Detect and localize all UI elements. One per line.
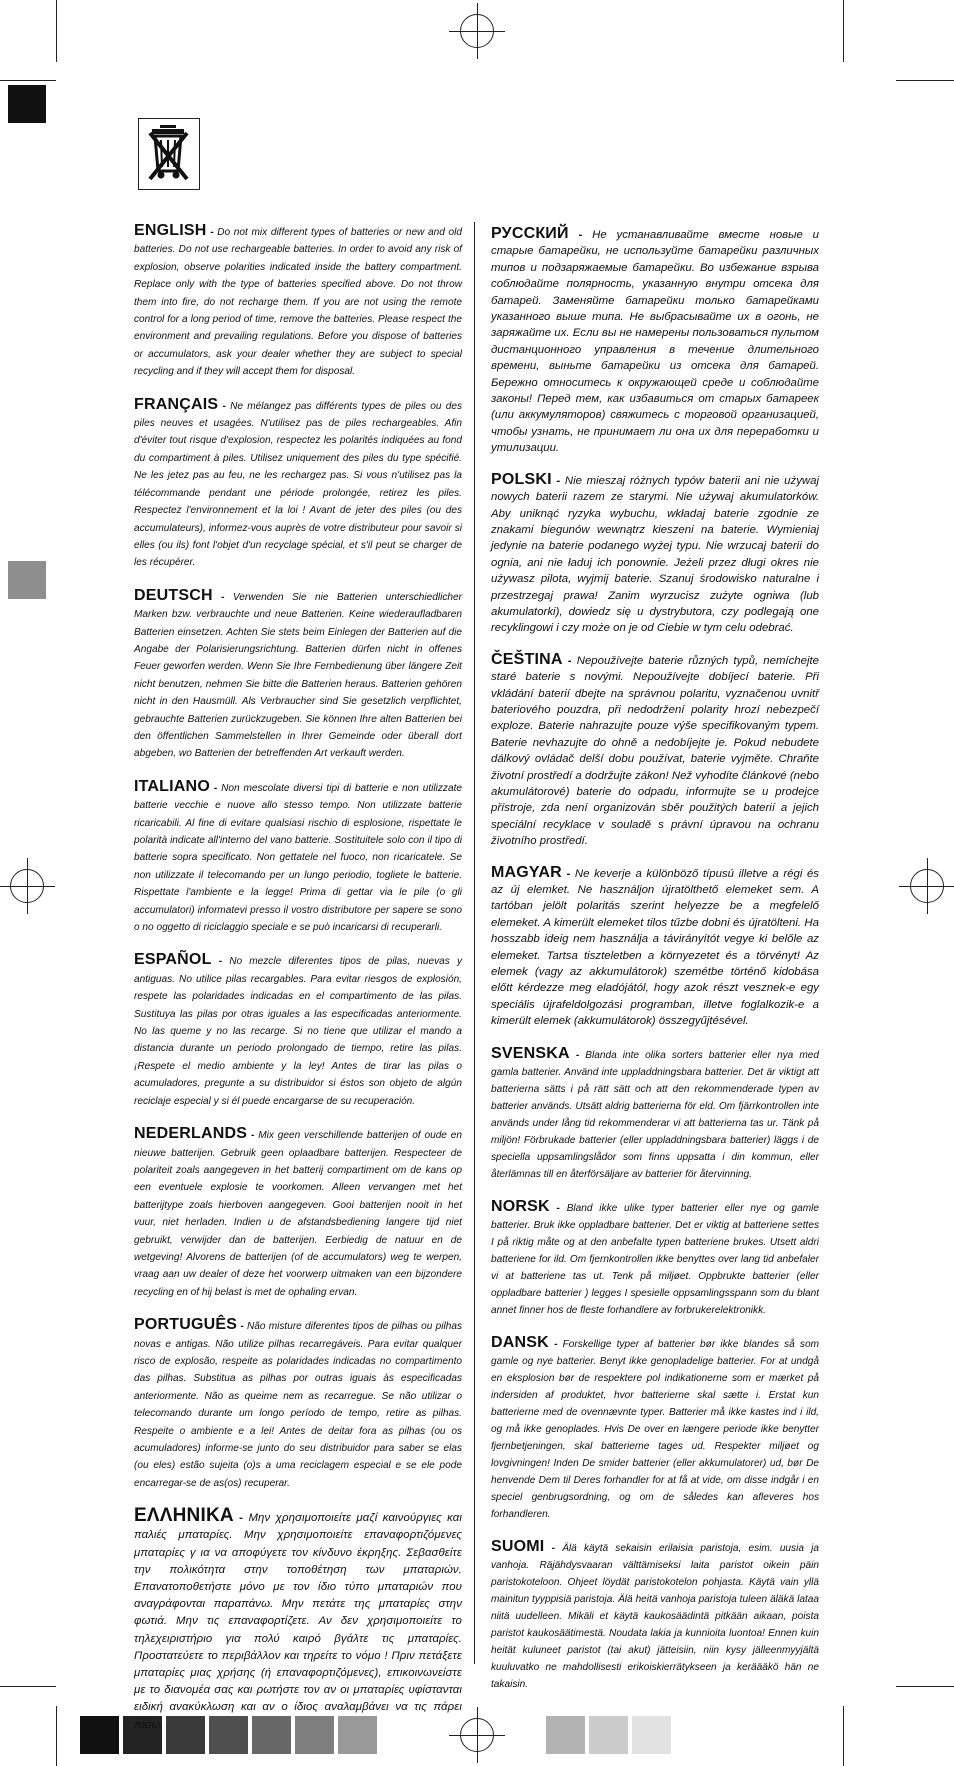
language-section: РУССКИЙ - Не устанавливайте вместе новые и старые батарейки, не используйте батарейки различных типов и подзаряжаемые батарейки. Во избежание взрыва соблюдайте полярность, указанную внутри отсека для батарей. Заменяйте батарейки только батарейками указанного выше типа. Не выбрасывайте их в огонь, не заряжайте их. Если вы не намерены пользоваться пультом дистанционного управления в течение длительного времени, выньте батарейки из отсека для батарей. Бережно относитесь к окружающей среде и соблюдайте законы! Перед тем, как избавиться от старых батареек (или аккумуляторов) свяжитесь с торговой организацией, чтобы узнать, не принимает ли она их для переработки и утилизации. [491,225,819,455]
color-swatch [632,1716,671,1754]
color-swatch [546,1716,585,1754]
language-section: ΕΛΛΗΝΙΚΑ - Μην χρησιμοποιείτε μαζί καινούργιες και παλιές μπαταρίες. Μην χρησιμοποιείτε επαναφορτιζόμενες μπαταρίες γ ια να αποφύγετε τον κίνδυνο έκρηξης. Σεβασθείτε την πολικότητα στην τοποθέτηση των μπαταριών. Επανατοποθετήστε μόνο με τον ίδιο τύπο μπαταριών που αναγράφονται παραπάνω. Μην πετάτε της μπαταρίες στην φωτιά. Μην τις επαναφορτίζετε. Αν δεν χρησιμοποιείτε το τηλεχειριστήριο για πολύ καιρό βγάλτε τις μπαταρίες. Προστατεύετε το περιβάλλον και τηρείτε το νόμο ! Πριν πετάξετε μπαταρίες μιας χρήσης (ή επαναφορτιζόμενες), επικοινωνείστε με το διανομέα σας και ρωτήστε τον αν οι μπαταρίες υφίστανται ειδική ανακύκλωση και αν ο ίδιος αναλαμβάνει να τις πάρει πίσω. [134,1505,462,1731]
battery-warning-text: Verwenden Sie nie Batterien unterschiedlicher Marken bzw. verbrauchte und neue Batterien. Keine wiederaufladbaren Batterien einsetzen. Achten Sie stets beim Einlegen der Batterien auf die Angabe der Polarisierungsrichtung. Batterien dürfen nicht in offenes Feuer geworfen werden. Wenn Sie Ihre Fernbedienung über längere Zeit nicht benutzen, nehmen Sie bitte die Batterien heraus. Batterien gehören nicht in den Hausmüll. Als Verbraucher sind Sie gesetzlich verpflichtet, gebrauchte Batterien zurückzugeben. Sie können Ihre alten Batterien bei den öffentlichen Sammelstellen in Ihrer Gemeinde oder überall dort abgeben, wo Batterien der betreffenden Art verkauft werden. [134,591,462,760]
language-section: DEUTSCH - Verwenden Sie nie Batterien unterschiedlicher Marken bzw. verbrauchte und neue Batterien. Keine wiederaufladbaren Batterien einsetzen. Achten Sie stets beim Einlegen der Batterien auf die Angabe der Polarisierungsrichtung. Batterien dürfen nicht in offenes Feuer geworfen werden. Wenn Sie Ihre Fernbedienung über längere Zeit nicht benutzen, nehmen Sie bitte die Batterien heraus. Batterien gehören nicht in den Hausmüll. Als Verbraucher sind Sie gesetzlich verpflichtet, gebrauchte Batterien zurückzugeben. Sie können Ihre alten Batterien bei den öffentlichen Sammelstellen in Ihrer Gemeinde oder überall dort abgeben, wo Batterien der betreffenden Art verkauft werden. [134,586,462,760]
crop-mark [56,1706,57,1766]
registration-mark-left [10,869,44,903]
battery-warning-text: Bland ikke ulike typer batterier eller nye og gamle batterier. Bruk ikke oppladbare batterier. Det er viktig at batteriene settes I på riktig måte og at den anbefalte typen batteriene brukes. Utsett aldri batteriene for ild. Om fjernkontrollen ikke benyttes over lang tid anbefaler vi at batteriene tas ut. Tenk på miljøet. Oppbrukte batterier (eller oppladbare batterier ) legges I spesielle oppsamlingsspann som du blant annet finner hos de fleste forhandlere av forbrukerelektronikk. [491,1202,819,1316]
battery-warning-text: Ne keverje a különböző típusú illetve a régi és az új elemket. Ne használjon újratölthető elemeket sem. A tartóban jelölt polaritás szerint helyezze be a megfelelő elemeket. A kimerült elemeket tilos tűzbe dobni és újratölteni. Ha hosszabb ideig nem használja a távirányítót vegye ki belőle az elemeket. Tartsa tiszteletben a környezetet és a törvényt! Az elemek (vagy az akkumulátorok) szemétbe történő kidobása előtt kérdezze meg eladójától, hogy azok részt vesznek-e egy speciális újrafeldolgozási programban, illetve foglalkozik-e a kimerült elemek (akkumulátorok) összegyűjtésével. [491,867,820,1028]
language-section: ČEŠTINA - Nepoužívejte baterie různých typů, nemíchejte staré baterie s novými. Nepoužívejte dobíjecí baterie. Při vkládání baterií dbejte na správnou polaritu, vyznačenou uvnitř bateriového pouzdra, při nedodržení polarity hrozí nebezpečí exploze. Baterie nahrazujte pouze výše specifikovaným typem. Baterie nevhazujte do ohně a nedobíjejte je. Pokud nebudete dálkový ovládač delší dobu používat, baterie vyjměte. Chraňte životní prostředí a dodržujte zákon! Než vyhodíte článkové (nebo akumulátorové) baterie do odpadu, informujte se u prodejce přístroje, zda není organizován sběr použitých baterií a jejich speciální recyklace v souladě s právní úpravou na ochranu životního prostředí. [491,650,819,848]
language-section: FRANÇAIS - Ne mélangez pas différents types de piles ou des piles neuves et usagées. N'utilisez pas de piles rechargeables. Afin d'éviter tout risque d'explosion, respectez les polarités indiquées au fond du compartiment à piles. Utilisez uniquement des piles du type spécifié. Ne les jetez pas au feu, ne les rechargez pas. Si vous n'utilisez pas la télécommande pendant une période prolongée, retirez les piles. Respectez l'environnement et la loi ! Avant de jeter des piles (ou des accumulateurs), informez-vous auprès de votre distributeur pour savoir si elles (ou ils) font l'objet d'un recyclage spécial, et s'il peut se charger de les récupérer. [134,395,462,569]
language-heading: SUOMI [491,1537,545,1555]
right-column [491,226,819,1708]
language-section: NORSK - Bland ikke ulike typer batterier eller nye og gamle batterier. Bruk ikke oppladbare batterier. Det er viktig at batteriene settes I på riktig måte og at den anbefalte typen batteriene brukes. Utsett aldri batteriene for ild. Om fjernkontrollen ikke benyttes over lang tid anbefaler vi at batteriene tas ut. Tenk på miljøet. Oppbrukte batterier (eller oppladbare batterier ) legges I spesielle oppsamlingsspann som du blant annet finner hos de fleste forhandlere av forbrukerelektronikk. [491,1197,819,1316]
language-heading: ESPAÑOL [134,951,212,969]
language-section: PORTUGUÊS - Não misture diferentes tipos de pilhas ou pilhas novas e antigas. Não utilize pilhas recarregáveis. Para evitar qualquer risco de explosão, respeite as polaridades indicadas no compartimento das pilhas. Substitua as pilhas por outras iguais às especificadas anteriormente. Não as queime nem as recarregue. Se não utilizar o telecomando durante um longo período de tempo, retire as pilhas. Respeite o ambiente e a lei! Antes de deitar fora as pilhas (ou os acumuladores) informe-se junto do seu distribuidor para saber se elas (ou eles) estão sujeita (o)s a uma reciclagem especial e se ele pode encarregar-se de as(os) recuperar. [134,1316,462,1489]
black-color-bar [8,85,46,123]
crop-mark [0,80,56,81]
crop-mark [843,1706,844,1766]
crop-mark [896,1686,954,1687]
crop-mark [56,0,57,62]
language-heading: POLSKI [491,470,552,488]
language-heading: ENGLISH [134,222,207,239]
column-divider [474,222,475,1664]
language-heading: DANSK [491,1333,549,1351]
color-swatch [80,1716,119,1754]
crop-mark [843,0,844,62]
battery-warning-text: Не устанавливайте вместе новые и старые батарейки, не используйте батарейки различных типов и подзаряжаемые батарейки. Во избежание взрыва соблюдайте полярность, указанную внутри отсека для батарей. Заменяйте батарейки только батарейками указанного выше типа. Не выбрасывайте их в огонь, не заряжайте их. Если вы не намерены пользоваться пультом дистанционного управления в течение длительного времени, выньте батарейки из отсека для батарей. Бережно относитесь к окружающей среде и соблюдайте законы! Перед тем, как избавиться от старых батареек (или аккумуляторов) свяжитесь с торговой организацией, чтобы узнать, не принимает ли она их для переработки и утилизации. [491,229,819,455]
language-heading: SVENSKA [491,1044,570,1062]
crossed-out-wheelie-bin-icon [138,118,200,190]
language-heading: ITALIANO [134,777,210,795]
registration-mark-right [910,869,944,903]
battery-warning-text: Ne mélangez pas différents types de piles ou des piles neuves et usagées. N'utilisez pas de piles rechargeables. Afin d'éviter tout risque d'explosion, respectez les polarités indiquées au fond du compartiment à piles. Utilisez uniquement des piles du type spécifié. Ne les jetez pas au feu, ne les rechargez pas. Si vous n'utilisez pas la télécommande pendant une période prolongée, retirez les piles. Respectez l'environnement et la loi ! Avant de jeter des piles (ou des accumulateurs), informez-vous auprès de votre distributeur pour savoir si elles (ou ils) font l'objet d'un recyclage spécial, et s'il peut se charger de les récupérer. [134,400,462,569]
battery-warning-text: Não misture diferentes tipos de pilhas ou pilhas novas e antigas. Não utilize pilhas recarregáveis. Para evitar qualquer risco de explosão, respeite as polaridades indicadas no compartimento das pilhas. Substitua as pilhas por outras iguais às especificadas anteriormente. Não as queime nem as recarregue. Se não utilizar o telecomando durante um longo período de tempo, retire as pilhas. Respeite o ambiente e a lei! Antes de deitar fora as pilhas (ou os acumuladores) informe-se junto do seu distribuidor para saber se elas (ou eles) estão sujeita (o)s a uma reciclagem especial e se ele pode encarregar-se de as(os) recuperar. [134,1321,462,1489]
language-section: POLSKI - Nie mieszaj różnych typów baterii ani nie używaj nowych baterii razem ze starymi. Nie używaj akumulatorków. Aby uniknąć ryzyka wybuchu, wkładaj baterie zgodnie ze znakami biegunów wewnątrz kieszeni na baterie. Wymieniaj jedynie na baterie podanego wyżej typu. Nie wrzucaj baterii do ognia, ani nie ładuj ich ponownie. Jeżeli przez długi okres nie używasz pilota, wyjmij baterie. Szanuj środowisko naturalne i przestrzegaj prawa! Zanim wyrzucisz zużyte ogniwa (lub akumulatorki), dowiedz się u dystrybutora, czy podlegają one recyklingowi i czy może on je od Ciebie w tym celu odebrać. [491,470,819,635]
language-heading: PORTUGUÊS [134,1316,238,1334]
language-heading: NORSK [491,1197,550,1215]
language-heading: РУССКИЙ [491,225,569,242]
battery-warning-text: Älä käytä sekaisin erilaisia paristoja, esim. uusia ja vanhoja. Räjähdysvaaran välttämiseksi laita paristot oikein päin paristokoteloon. Ohjeet löydät paristokotelon pohjasta. Käytä vain yllä mainitun tyyppisiä paristoja. Älä heitä vanhoja paristoja tuleen äläkä lataa niitä uudelleen. Mikäli et käytä kaukosäädintä pitkään aikaan, poista paristot kaukosäätimestä. Noudata lakia ja kunnioita luontoa! Ennen kuin heität kuluneet paristot (tai akut) jätteisiin, niin kysy jälleenmyyjältä kuuluvatko ne mahdollisesti erikoiskierrätykseen ja keräääkö hän ne takaisin. [491,1542,819,1690]
battery-warning-text: Blanda inte olika sorters batterier eller nya med gamla batterier. Använd inte uppladdningsbara batterier. Det är viktigt att batterierna sätts i på rätt sätt och att den rekommenderade typen av batterier används. Utsätt aldrig batterierna för eld. Om fjärrkontrollen inte används under lång tid rekommenderar vi att batterierna tas ur. Tänk på miljön! Förbrukade batterier (eller uppladdningsbara batterier) läggs i de speciella uppsamlingslådor som finns uppsatta i din kommun, eller återlämnas till en återförsäljare av batterier för återvinning. [491,1049,819,1180]
language-section: ITALIANO - Non mescolate diversi tipi di batterie e non utilizzate batterie vecchie e nuove allo stesso tempo. Non utilizzate batterie ricaricabili. Al fine di evitare qualsiasi rischio di esplosione, rispettate le polarità indicate all'interno del vano batterie. Sostituitele solo con il tipo di batterie sopra specificato. Non gettatele nel fuoco, non ricaricatele. Se non utilizzate il telecomando per un lungo periodio, togliete le batterie. Rispettate l'ambiente e la legge! Prima di gettar via le pile (o gli accumulatori) informatevi presso il vostro distributore per sapere se sono o no oggetto di riciclaggio speciale e se può incaricarsi di recuperarli. [134,777,462,934]
registration-mark-top [460,14,494,48]
color-swatch [589,1716,628,1754]
language-heading: MAGYAR [491,863,562,881]
battery-warning-text: Μην χρησιμοποιείτε μαζί καινούργιες και παλιές μπαταρίες. Μην χρησιμοποιείτε επαναφορτιζόμενες μπαταρίες γ ια να αποφύγετε τον κίνδυνο έκρηξης. Σεβασθείτε την πολικότητα στην τοποθέτηση των μπαταριών. Επανατοποθετήστε μόνο με τον ίδιο τύπο μπαταριών που αναγράφονται παραπάνω. Μην πετάτε της μπαταρίες στην φωτιά. Μην τις επαναφορτίζετε. Αν δεν χρησιμοποιείτε το τηλεχειριστήριο για πολύ καιρό βγάλτε τις μπαταρίες. Προστατεύετε το περιβάλλον και τηρείτε το νόμο ! Πριν πετάξετε μπαταρίες μιας χρήσης (ή επαναφορτιζόμενες), επικοινωνείστε με το διανομέα σας και ρωτήστε τον αν οι μπαταρίες υφίστανται ειδική ανακύκλωση και αν ο ίδιος αναλαμβάνει να τις πάρει πίσω. [134,1512,462,1731]
battery-warning-text: Do not mix different types of batteries or new and old batteries. Do not use rechargeable batteries. In order to avoid any risk of explosion, observe polarities indicated inside the battery compartment. Replace only with the type of batteries specified above. Do not throw them into fire, do not recharge them. If you are not using the remote control for a long period of time, remove the batteries. Please respect the environment and prevailing regulations. Before you dispose of batteries or accumulators, ask your dealer whether they are subject to special recycling and if they will accept them for disposal. [134,227,462,378]
language-heading: NEDERLANDS [134,1125,248,1143]
battery-warning-text: Nie mieszaj różnych typów baterii ani nie używaj nowych baterii razem ze starymi. Nie używaj akumulatorków. Aby uniknąć ryzyka wybuchu, wkładaj baterie zgodnie ze znakami biegunów wewnątrz kieszeni na baterie. Wymieniaj jedynie na baterie podanego wyżej typu. Nie wrzucaj baterii do ognia, ani nie ładuj ich ponownie. Jeżeli przez długi okres nie używasz pilota, wyjmij baterie. Szanuj środowisko naturalne i przestrzegaj prawa! Zanim wyrzucisz zużyte ogniwa (lub akumulatorki), dowiedz się u dystrybutora, czy podlegają one recyklingowi i czy może on je od Ciebie w tym celu odebrać. [491,474,819,635]
language-section: SUOMI - Älä käytä sekaisin erilaisia paristoja, esim. uusia ja vanhoja. Räjähdysvaaran välttämiseksi laita paristot oikein päin paristokoteloon. Ohjeet löydät paristokotelon pohjasta. Käytä vain yllä mainitun tyyppisiä paristoja. Älä heitä vanhoja paristoja tuleen äläkä lataa niitä uudelleen. Mikäli et käytä kaukosäädintä pitkään aikaan, poista paristot kaukosäätimestä. Noudata lakia ja kunnioita luontoa! Ennen kuin heität kuluneet paristot (tai akut) jätteisiin, niin kysy jälleenmyyjältä kuuluvatko ne mahdollisesti erikoiskierrätykseen ja keräääkö hän ne takaisin. [491,1537,819,1690]
battery-warning-text: Non mescolate diversi tipi di batterie e non utilizzate batterie vecchie e nuove allo stesso tempo. Non utilizzate batterie ricaricabili. Al fine di evitare qualsiasi rischio di esplosione, rispettate le polarità indicate all'interno del vano batterie. Sostituitele solo con il tipo di batterie sopra specificato. Non gettatele nel fuoco, non ricaricatele. Se non utilizzate il telecomando per un lungo periodio, togliete le batterie. Rispettate l'ambiente e la legge! Prima di gettar via le pile (o gli accumulatori) informatevi presso il vostro distributore per sapere se sono o no oggetto di riciclaggio speciale e se può incaricarsi di recuperarli. [134,782,462,934]
language-heading: ČEŠTINA [491,650,563,668]
battery-warning-text: No mezcle diferentes tipos de pilas, nuevas y antiguas. No utilice pilas recargables. Para evitar riesgos de explosión, respete las polaridades indicadas en el compartimento de las pilas. Sustituya las pilas por otras iguales a las especificadas anteriormente. No las queme y no las recarge. Si no tiene que utilizar el mando a distancia durante un periodo prolongado de tiempo, retire las pilas. ¡Respete el medio ambiente y la ley! Antes de tirar las pilas o acumuladores, pregunte a su distribuidor si éstos son objeto de algún reciclaje especial y si él puede encargarse de su recuperación. [134,956,462,1107]
language-section: ESPAÑOL - No mezcle diferentes tipos de pilas, nuevas y antiguas. No utilice pilas recargables. Para evitar riesgos de explosión, respete las polaridades indicadas en el compartimento de las pilas. Sustituya las pilas por otras iguales a las especificadas anteriormente. No las queme y no las recarge. Si no tiene que utilizar el mando a distancia durante un periodo prolongado de tiempo, retire las pilas. ¡Respete el medio ambiente y la ley! Antes de tirar las pilas o acumuladores, pregunte a su distribuidor si éstos son objeto de algún reciclaje especial y si él puede encargarse de su recuperación. [134,951,462,1107]
language-section: MAGYAR - Ne keverje a különböző típusú illetve a régi és az új elemket. Ne használjon újratölthető elemeket sem. A tartóban jelölt polaritás szerint helyezze be a megfelelő elemeket. A kimerült elemeket tilos tűzbe dobni és újratölteni. Ha hosszabb ideig nem használja a távirányítót vegye ki belőle az elemeket. Tartsa tiszteletben a környezetet és a törvényt! Az elemek (vagy az akkumulátorok) szemétbe történő kidobása előtt kérdezze meg eladójától, hogy azok részt vesznek-e egy speciális újrafeldolgozási programban, illetve foglalkozik-e a kimerült elemek (akkumulátorok) összegyűjtésével. [491,863,820,1028]
grayscale-swatches-right [546,1716,671,1754]
language-section: NEDERLANDS - Mix geen verschillende batterijen of oude en nieuwe batterijen. Gebruik geen oplaadbare batterijen. Respecteer de polariteit zoals aangegeven in het batterij compartiment om de kans op een eventuele explosie te voorkomen. Alleen vervangen met het batterijtype zoals hierboven aangegeven. Gooi batterijen nooit in het vuur, niet herladen. Indien u de afstandsbediening langere tijd niet gebruikt, verwijder dan de batterijen. Eerbiedig de natuur en de wetgeving! Alvorens de batterijen (of de accumulators) weg te werpen, vraag aan uw dealer of deze het voorwerp uitmaken van een bijzondere recycling en of hij belast is met de ophaling ervan. [134,1125,462,1298]
left-column [134,222,462,1749]
battery-warning-text: Forskellige typer af batterier bør ikke blandes så som gamle og nye batterier. Benyt ikke genopladelige batterier. For at undgå en eksplosion bør de respektere pol indikationerne som er mærket på indersiden af produktet, hvor batterierne skal sætte i. Erstat kun batterierne med de ovennævnte typer. Batterier må ikke kastes ind i ild, og må ikke genoplades. Hvis De over en længere periode ikke benytter fjernbetjeningen, skal batterierne tages ud. Respekter miljøet og lovgivningen! Inden De smider batterier (eller akkumulatorer) ud, bør De henvende Dem til Deres forhandler for at få at vide, om disse indgår i en speciel genbrugsordning, og om de således kan afleveres hos forhandleren. [491,1338,819,1520]
registration-mark-bottom [460,1718,494,1752]
language-section: ENGLISH - Do not mix different types of batteries or new and old batteries. Do not use rechargeable batteries. In order to avoid any risk of explosion, observe polarities indicated inside the battery compartment. Replace only with the type of batteries specified above. Do not throw them into fire, do not recharge them. If you are not using the remote control for a long period of time, remove the batteries. Please respect the environment and prevailing regulations. Before you dispose of batteries or accumulators, ask your dealer whether they are subject to special recycling and if they will accept them for disposal. [134,222,462,378]
language-heading: ΕΛΛΗΝΙΚΑ [134,1505,234,1527]
grey-color-bar [8,561,46,599]
crop-mark [0,1686,56,1687]
language-heading: DEUTSCH [134,586,213,604]
crop-mark [896,80,954,81]
battery-warning-text: Nepoužívejte baterie různých typů, nemíchejte staré baterie s novými. Nepoužívejte dobíjecí baterie. Při vkládání baterií dbejte na správnou polaritu, vyznačenou uvnitř bateriového pouzdra, při nedodržení polarity hrozí nebezpečí exploze. Baterie nahrazujte pouze výše specifikovaným typem. Baterie nevhazujte do ohně a nedobíjejte je. Pokud nebudete dálkový ovládač delší dobu používat, baterie vyjměte. Chraňte životní prostředí a dodržujte zákon! Než vyhodíte článkové (nebo akumulátorové) baterie do odpadu, informujte se u prodejce přístroje, zda není organizován sběr použitých baterií a jejich speciální recyklace v souladě s právní úpravou na ochranu životního prostředí. [491,654,819,848]
language-heading: FRANÇAIS [134,395,219,413]
language-section: DANSK - Forskellige typer af batterier bør ikke blandes så som gamle og nye batterier. Benyt ikke genopladelige batterier. For at undgå en eksplosion bør de respektere pol indikationerne som er mærket på indersiden af produktet, hvor batterierne skal sætte i. Erstat kun batterierne med de ovennævnte typer. Batterier må ikke kastes ind i ild, og må ikke genoplades. Hvis De over en længere periode ikke benytter fjernbetjeningen, skal batterierne tages ud. Respekter miljøet og lovgivningen! Inden De smider batterier (eller akkumulatorer) ud, bør De henvende Dem til Deres forhandler for at få at vide, om disse indgår i en speciel genbrugsordning, og om de således kan afleveres hos forhandleren. [491,1333,819,1520]
battery-warning-text: Mix geen verschillende batterijen of oude en nieuwe batterijen. Gebruik geen oplaadbare batterijen. Respecteer de polariteit zoals aangegeven in het batterij compartiment om de kans op een eventuele explosie te voorkomen. Alleen vervangen met het batterijtype zoals hierboven aangegeven. Gooi batterijen nooit in het vuur, niet herladen. Indien u de afstandsbediening langere tijd niet gebruikt, verwijder dan de batterijen. Eerbiedig de natuur en de wetgeving! Alvorens de batterijen (of de accumulators) weg te werpen, vraag aan uw dealer of deze het voorwerp uitmaken van een bijzondere recycling en of hij belast is met de ophaling ervan. [134,1130,462,1298]
language-section: SVENSKA - Blanda inte olika sorters batterier eller nya med gamla batterier. Använd inte uppladdningsbara batterier. Det är viktigt att batterierna sätts i på rätt sätt och att den rekommenderade typen av batterier används. Utsätt aldrig batterierna för eld. Om fjärrkontrollen inte används under lång tid rekommenderar vi att batterierna tas ur. Tänk på miljön! Förbrukade batterier (eller uppladdningsbara batterier) läggs i de speciella uppsamlingslådor som finns uppsatta i din kommun, eller återlämnas till en återförsäljare av batterier för återvinning. [491,1044,819,1180]
